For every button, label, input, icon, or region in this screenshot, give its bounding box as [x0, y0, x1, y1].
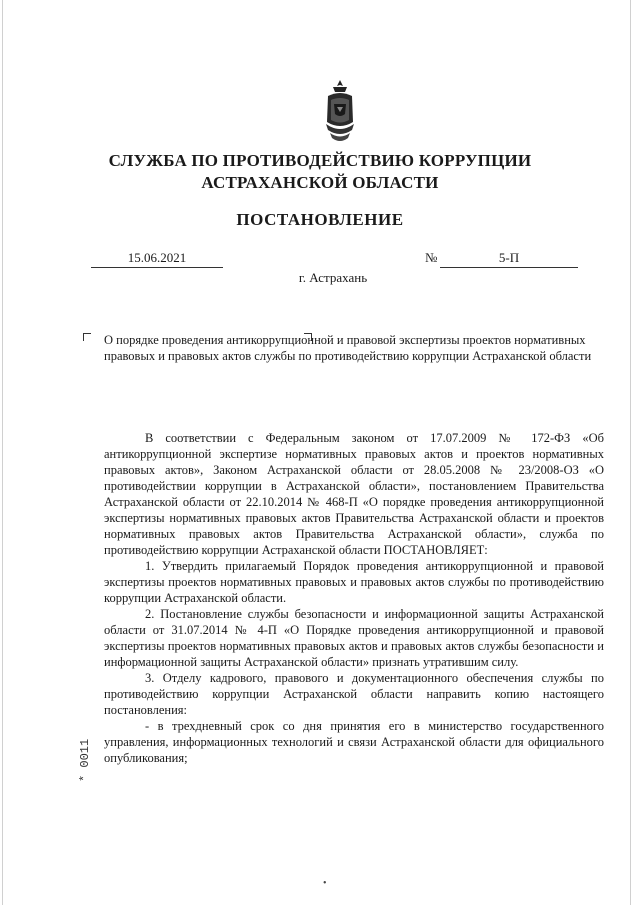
title-bracket-left — [83, 333, 91, 341]
document-number: 5-П — [440, 250, 578, 268]
body-paragraph-item-3: 3. Отделу кадрового, правового и документационного обеспечения службы по противодействию коррупции Астраханской области направить копию настоящего постановления: — [104, 671, 604, 717]
scan-edge-left — [2, 0, 3, 905]
body-paragraph-preamble: В соответствии с Федеральным законом от 17.07.2009 № 172-ФЗ «Об антикоррупционной экспертизе нормативных правовых актов и проектов нормативных правовых актов», Законом Астраханской области от 28.05.2008 № 23/2008-ОЗ «О противодействии коррупции в Астраханской области», постановлением Правительства Астраханской области от 22.10.2014 № 468-П «О порядке проведения антикоррупционной экспертизы нормативных правовых актов Правительства Астраханской области и проектов нормативных правовых актов Правительства Астраханской области», служба по противодействию коррупции Астраханской области ПОСТАНОВЛЯЕТ: — [104, 431, 604, 557]
document-city: г. Астрахань — [298, 270, 368, 285]
body-paragraph-item-2: 2. Постановление службы безопасности и информационной защиты Астраханской области от 31.07.2014 № 4-П «О Порядке проведения антикоррупционной и правовой экспертизы проектов нормативных правовых актов и правовых актов службы безопасности и информационной защиты Астраханской области» признать утратившим силу. — [104, 607, 604, 669]
document-title: О порядке проведения антикоррупционной и правовой экспертизы проектов нормативных правовых и правовых актов службы по противодействию коррупции Астраханской области — [104, 333, 592, 363]
org-line-2: АСТРАХАНСКОЙ ОБЛАСТИ — [201, 173, 439, 192]
document-type: ПОСТАНОВЛЕНИЕ — [236, 210, 404, 229]
scan-edge-right — [630, 0, 631, 905]
body-paragraph-item-1: 1. Утвердить прилагаемый Порядок проведения антикоррупционной и правовой экспертизы проектов нормативных правовых и правовых актов службы по противодействию коррупции Астраханской области. — [104, 559, 604, 605]
body-paragraph-subitem: - в трехдневный срок со дня принятия его в министерство государственного управления, информационных технологий и связи Астраханской области для официального опубликования; — [104, 719, 604, 765]
org-line-1: СЛУЖБА ПО ПРОТИВОДЕЙСТВИЮ КОРРУПЦИИ — [108, 151, 532, 170]
scan-speck: • — [323, 878, 327, 889]
number-sign: № — [425, 250, 438, 265]
document-body — [104, 430, 604, 766]
document-date: 15.06.2021 — [91, 250, 223, 268]
organization-name — [0, 150, 640, 194]
margin-stamp-number: * 0011 — [78, 738, 92, 782]
coat-of-arms-emblem — [321, 78, 359, 146]
